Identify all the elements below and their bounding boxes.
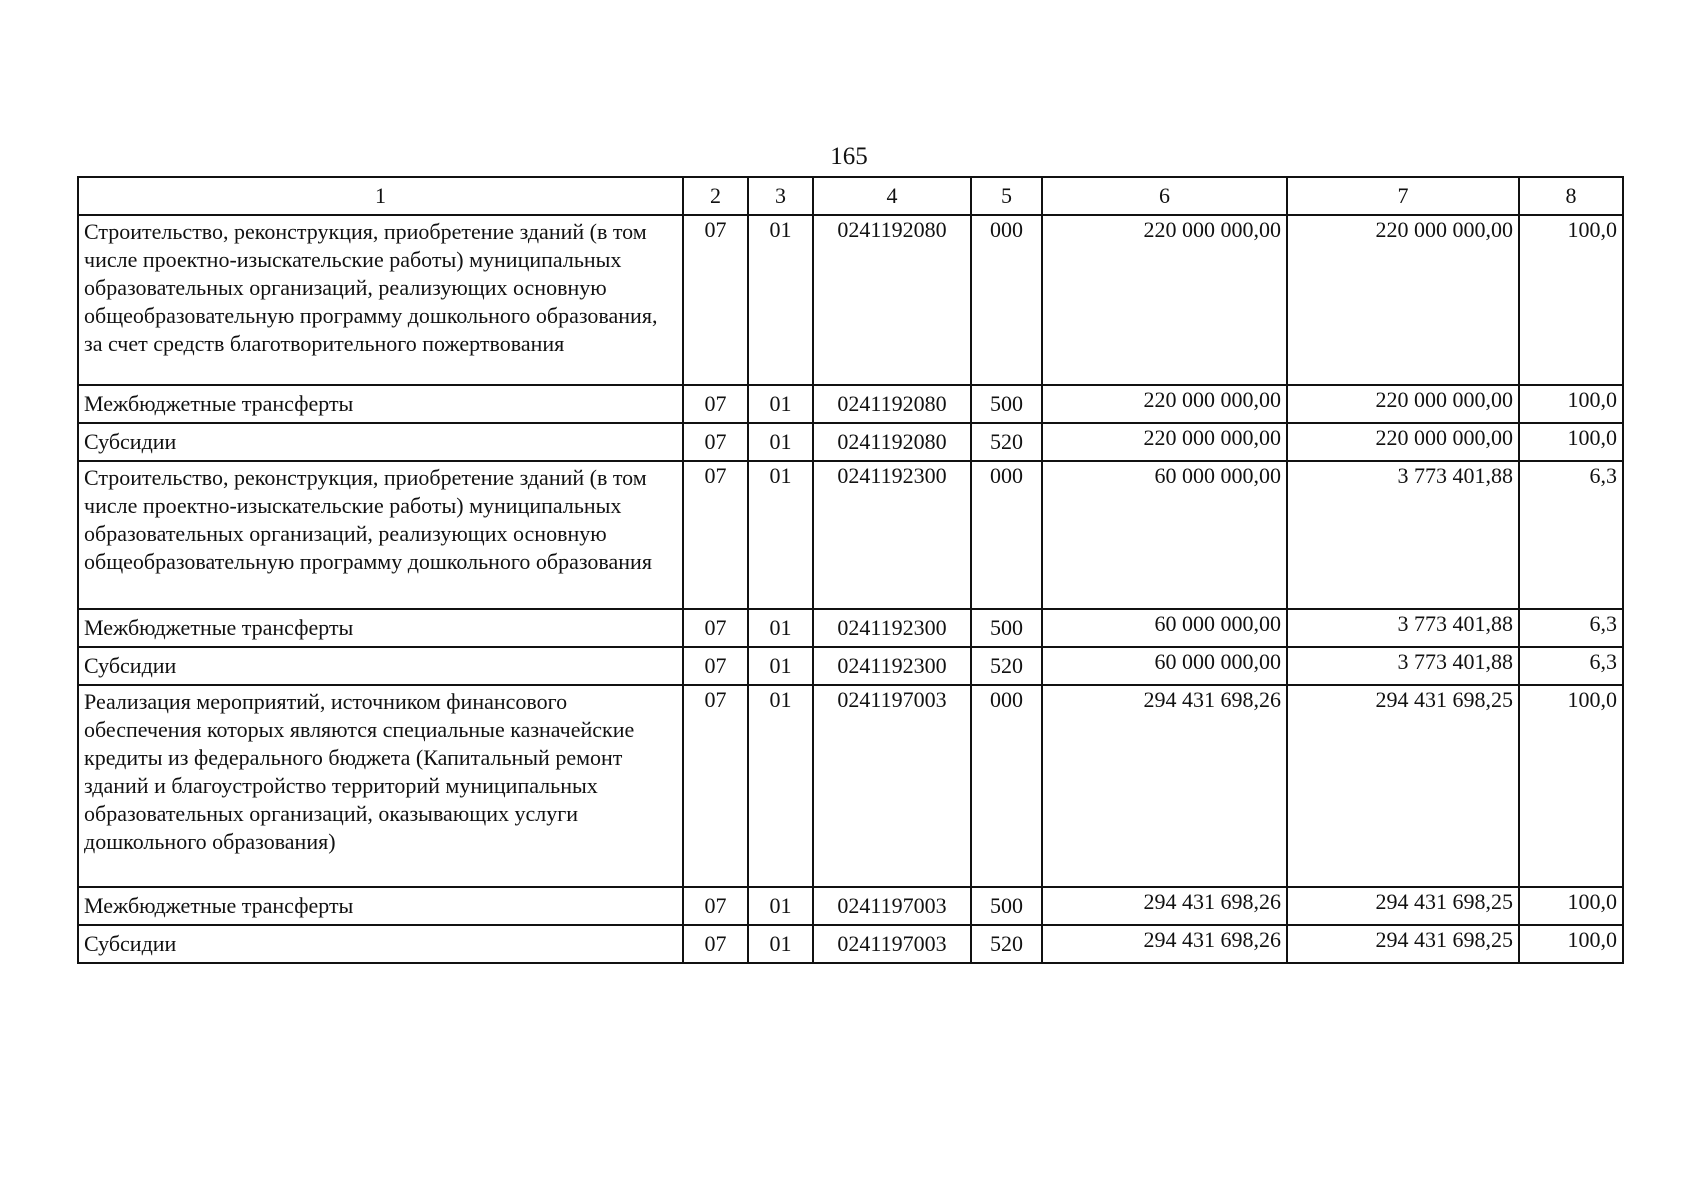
row-col6-amount: 220 000 000,00 bbox=[1042, 385, 1287, 423]
row-col6-amount: 294 431 698,26 bbox=[1042, 887, 1287, 925]
row-name: Субсидии bbox=[78, 647, 683, 685]
table-body bbox=[78, 215, 1623, 963]
row-target-code: 0241192300 bbox=[813, 609, 971, 647]
row-col7-amount: 294 431 698,25 bbox=[1287, 685, 1519, 887]
header-row bbox=[78, 177, 1623, 215]
row-col6-amount: 294 431 698,26 bbox=[1042, 685, 1287, 887]
row-col7-amount: 294 431 698,25 bbox=[1287, 887, 1519, 925]
table-row bbox=[78, 423, 1623, 461]
row-col8-percent: 6,3 bbox=[1519, 609, 1623, 647]
table-row bbox=[78, 461, 1623, 609]
row-expense-type-code: 000 bbox=[971, 461, 1042, 609]
row-section-code: 07 bbox=[683, 887, 748, 925]
row-section-code: 07 bbox=[683, 925, 748, 963]
table-row bbox=[78, 609, 1623, 647]
row-subsection-code: 01 bbox=[748, 887, 813, 925]
row-col8-percent: 100,0 bbox=[1519, 215, 1623, 385]
row-target-code: 0241192080 bbox=[813, 385, 971, 423]
row-col8-percent: 100,0 bbox=[1519, 385, 1623, 423]
row-col6-amount: 294 431 698,26 bbox=[1042, 925, 1287, 963]
row-name: Строительство, реконструкция, приобретение зданий (в том числе проектно-изыскательские работы) муниципальных образовательных организаций, реализующих основную общеобразовательную программу дошкольного образования bbox=[78, 461, 683, 609]
row-target-code: 0241192300 bbox=[813, 461, 971, 609]
row-col8-percent: 100,0 bbox=[1519, 685, 1623, 887]
row-section-code: 07 bbox=[683, 647, 748, 685]
row-subsection-code: 01 bbox=[748, 461, 813, 609]
row-expense-type-code: 500 bbox=[971, 385, 1042, 423]
row-name: Субсидии bbox=[78, 423, 683, 461]
header-col-3: 3 bbox=[748, 177, 813, 215]
row-expense-type-code: 500 bbox=[971, 609, 1042, 647]
row-expense-type-code: 520 bbox=[971, 925, 1042, 963]
row-section-code: 07 bbox=[683, 385, 748, 423]
row-section-code: 07 bbox=[683, 609, 748, 647]
row-col7-amount: 3 773 401,88 bbox=[1287, 647, 1519, 685]
row-subsection-code: 01 bbox=[748, 647, 813, 685]
table-row bbox=[78, 925, 1623, 963]
row-section-code: 07 bbox=[683, 215, 748, 385]
table-row bbox=[78, 685, 1623, 887]
row-expense-type-code: 500 bbox=[971, 887, 1042, 925]
row-col7-amount: 220 000 000,00 bbox=[1287, 385, 1519, 423]
row-name: Межбюджетные трансферты bbox=[78, 385, 683, 423]
row-target-code: 0241197003 bbox=[813, 685, 971, 887]
header-col-6: 6 bbox=[1042, 177, 1287, 215]
row-section-code: 07 bbox=[683, 461, 748, 609]
row-target-code: 0241197003 bbox=[813, 925, 971, 963]
row-subsection-code: 01 bbox=[748, 609, 813, 647]
table-row bbox=[78, 647, 1623, 685]
page-number: 165 bbox=[830, 143, 868, 170]
row-col6-amount: 60 000 000,00 bbox=[1042, 609, 1287, 647]
table-header bbox=[78, 177, 1623, 215]
row-expense-type-code: 000 bbox=[971, 215, 1042, 385]
row-subsection-code: 01 bbox=[748, 685, 813, 887]
row-target-code: 0241197003 bbox=[813, 887, 971, 925]
row-name: Субсидии bbox=[78, 925, 683, 963]
table-row bbox=[78, 385, 1623, 423]
row-col7-amount: 294 431 698,25 bbox=[1287, 925, 1519, 963]
row-expense-type-code: 520 bbox=[971, 423, 1042, 461]
row-section-code: 07 bbox=[683, 685, 748, 887]
row-col6-amount: 60 000 000,00 bbox=[1042, 461, 1287, 609]
header-col-1: 1 bbox=[78, 177, 683, 215]
row-col7-amount: 220 000 000,00 bbox=[1287, 215, 1519, 385]
header-col-4: 4 bbox=[813, 177, 971, 215]
table-row bbox=[78, 215, 1623, 385]
header-col-8: 8 bbox=[1519, 177, 1623, 215]
header-col-2: 2 bbox=[683, 177, 748, 215]
row-col8-percent: 100,0 bbox=[1519, 423, 1623, 461]
table-row bbox=[78, 887, 1623, 925]
row-col8-percent: 6,3 bbox=[1519, 647, 1623, 685]
row-expense-type-code: 520 bbox=[971, 647, 1042, 685]
row-col6-amount: 220 000 000,00 bbox=[1042, 215, 1287, 385]
row-col6-amount: 60 000 000,00 bbox=[1042, 647, 1287, 685]
row-target-code: 0241192080 bbox=[813, 215, 971, 385]
row-subsection-code: 01 bbox=[748, 385, 813, 423]
row-col7-amount: 220 000 000,00 bbox=[1287, 423, 1519, 461]
row-col8-percent: 6,3 bbox=[1519, 461, 1623, 609]
row-name: Межбюджетные трансферты bbox=[78, 609, 683, 647]
row-name: Строительство, реконструкция, приобретение зданий (в том числе проектно-изыскательские работы) муниципальных образовательных организаций, реализующих основную общеобразовательную программу дошкольного образования, за счет средств благотворительного пожертвования bbox=[78, 215, 683, 385]
row-col7-amount: 3 773 401,88 bbox=[1287, 609, 1519, 647]
row-section-code: 07 bbox=[683, 423, 748, 461]
row-subsection-code: 01 bbox=[748, 925, 813, 963]
row-subsection-code: 01 bbox=[748, 423, 813, 461]
row-col7-amount: 3 773 401,88 bbox=[1287, 461, 1519, 609]
header-col-7: 7 bbox=[1287, 177, 1519, 215]
row-col8-percent: 100,0 bbox=[1519, 925, 1623, 963]
budget-table bbox=[77, 176, 1624, 964]
row-col8-percent: 100,0 bbox=[1519, 887, 1623, 925]
row-expense-type-code: 000 bbox=[971, 685, 1042, 887]
header-col-5: 5 bbox=[971, 177, 1042, 215]
row-col6-amount: 220 000 000,00 bbox=[1042, 423, 1287, 461]
row-target-code: 0241192300 bbox=[813, 647, 971, 685]
row-target-code: 0241192080 bbox=[813, 423, 971, 461]
row-name: Межбюджетные трансферты bbox=[78, 887, 683, 925]
row-name: Реализация мероприятий, источником финансового обеспечения которых являются специальные казначейские кредиты из федерального бюджета (Капитальный ремонт зданий и благоустройство территорий муниципальных образовательных организаций, оказывающих услуги дошкольного образования) bbox=[78, 685, 683, 887]
row-subsection-code: 01 bbox=[748, 215, 813, 385]
